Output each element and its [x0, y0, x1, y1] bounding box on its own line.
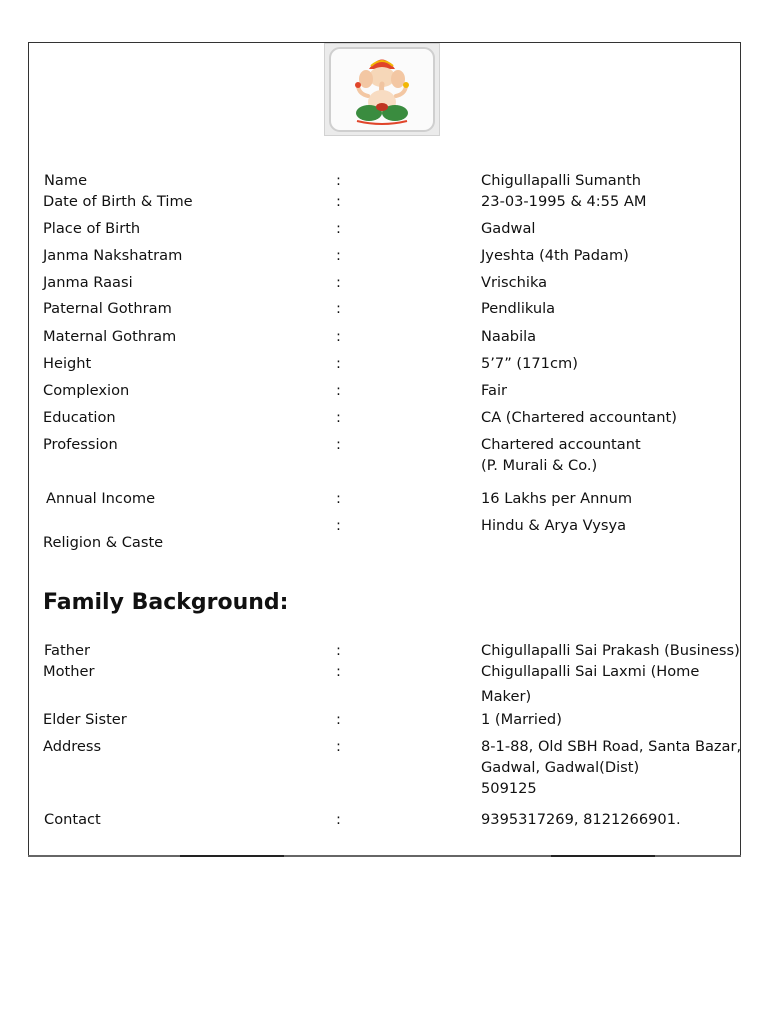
family-background-heading: Family Background:: [43, 590, 289, 615]
detail-label: Mother: [43, 663, 95, 680]
detail-label: Janma Nakshatram: [43, 247, 183, 264]
detail-value: Vrischika: [481, 274, 548, 291]
detail-value: Pendlikula: [481, 300, 556, 317]
separator-colon: :: [336, 328, 341, 345]
separator-colon: :: [336, 382, 341, 399]
separator-colon: :: [336, 193, 341, 210]
detail-value: Chigullapalli Sai Prakash (Business): [481, 642, 740, 659]
separator-colon: :: [336, 300, 341, 317]
detail-label: Janma Raasi: [43, 274, 133, 291]
detail-value: 23-03-1995 & 4:55 AM: [481, 193, 647, 210]
separator-colon: :: [336, 642, 341, 659]
separator-colon: :: [336, 220, 341, 237]
separator-colon: :: [336, 490, 341, 507]
detail-value: Fair: [481, 382, 508, 399]
detail-value: 9395317269, 8121266901.: [481, 811, 681, 828]
separator-colon: :: [336, 247, 341, 264]
detail-value: Chigullapalli Sai Laxmi (Home: [481, 663, 700, 680]
detail-label: Paternal Gothram: [43, 300, 172, 317]
detail-value: Gadwal, Gadwal(Dist): [481, 759, 640, 776]
detail-value: CA (Chartered accountant): [481, 409, 677, 426]
detail-label: Elder Sister: [43, 711, 127, 728]
ganesha-icon: [324, 43, 440, 136]
detail-label: Contact: [44, 811, 101, 828]
separator-colon: :: [336, 172, 341, 189]
separator-colon: :: [336, 517, 341, 534]
detail-label: Religion & Caste: [43, 534, 164, 551]
separator-colon: :: [336, 355, 341, 372]
separator-colon: :: [336, 436, 341, 453]
detail-value: (P. Murali & Co.): [481, 457, 598, 474]
separator-colon: :: [336, 663, 341, 680]
detail-label: Date of Birth & Time: [43, 193, 193, 210]
detail-value: Chartered accountant: [481, 436, 641, 453]
detail-label: Place of Birth: [43, 220, 141, 237]
detail-value: Hindu & Arya Vysya: [481, 517, 627, 534]
detail-label: Address: [43, 738, 102, 755]
detail-value: 509125: [481, 780, 537, 797]
detail-label: Father: [44, 642, 90, 659]
detail-value: 5’7” (171cm): [481, 355, 578, 372]
detail-label: Annual Income: [46, 490, 156, 507]
separator-colon: :: [336, 738, 341, 755]
detail-value: Chigullapalli Sumanth: [481, 172, 641, 189]
detail-label: Complexion: [43, 382, 130, 399]
detail-label: Education: [43, 409, 116, 426]
separator-colon: :: [336, 711, 341, 728]
detail-value: 1 (Married): [481, 711, 562, 728]
detail-value: Naabila: [481, 328, 537, 345]
separator-colon: :: [336, 409, 341, 426]
separator-colon: :: [336, 811, 341, 828]
detail-value: Jyeshta (4th Padam): [481, 247, 629, 264]
detail-value: Maker): [481, 688, 532, 705]
detail-label: Height: [43, 355, 92, 372]
separator-colon: :: [336, 274, 341, 291]
detail-label: Maternal Gothram: [43, 328, 177, 345]
detail-value: Gadwal: [481, 220, 536, 237]
detail-value: 16 Lakhs per Annum: [481, 490, 633, 507]
detail-label: Name: [44, 172, 88, 189]
detail-label: Profession: [43, 436, 118, 453]
detail-value: 8-1-88, Old SBH Road, Santa Bazar,: [481, 738, 742, 755]
bottom-rule: [28, 855, 741, 857]
